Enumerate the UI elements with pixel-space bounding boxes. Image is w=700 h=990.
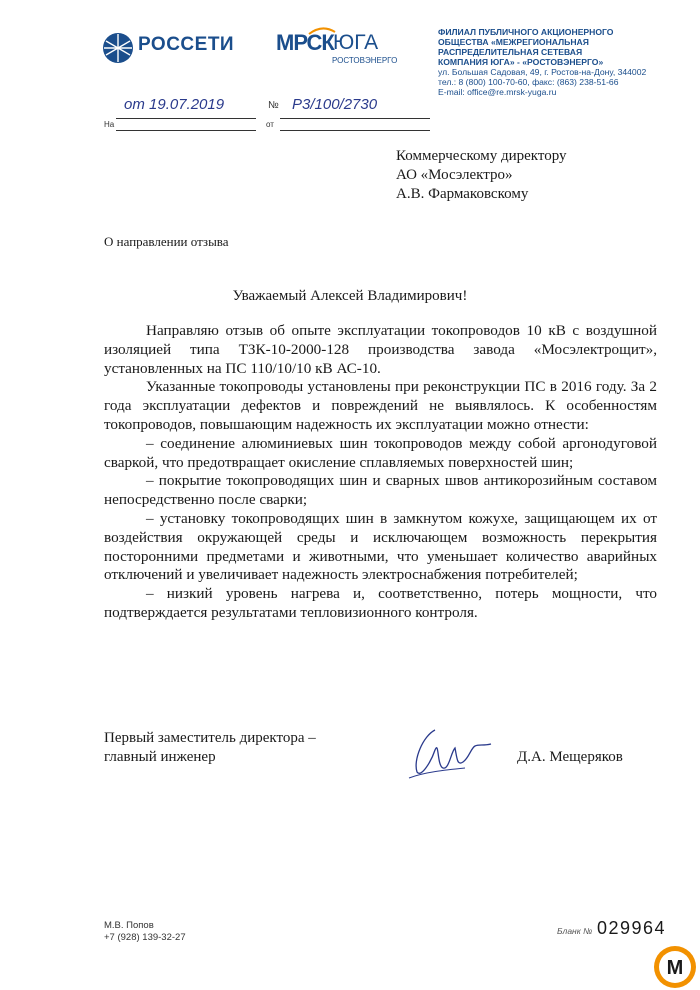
mrsk-logo-sub: РОСТОВЭНЕРГО bbox=[332, 56, 398, 65]
mrsk-logo-south: ЮГА bbox=[333, 31, 379, 54]
list-item: – установку токопроводящих шин в замкнутом кожухе, защищающем их от воздействия окружающей среды и исключающем возможность перекрытия посторонними предметами и животными, что уменьшает количество аварийных отключений и увеличивает надежность электроснабжения потребителей; bbox=[104, 509, 657, 584]
list-item: – покрытие токопроводящих шин и сварных швов антикорозийным составом непосредственно после сварки; bbox=[104, 472, 657, 509]
ref-on-line bbox=[116, 130, 256, 131]
blank-label: Бланк № bbox=[557, 926, 593, 936]
addressee-line: АО «Мосэлектро» bbox=[396, 167, 513, 183]
greeting: Уважаемый Алексей Владимирович! bbox=[232, 288, 468, 304]
ref-date: от 19.07.2019 bbox=[124, 96, 225, 113]
org-line: ОБЩЕСТВА «МЕЖРЕГИОНАЛЬНАЯ bbox=[438, 37, 589, 47]
addressee-block bbox=[396, 147, 567, 204]
svg-text:M: M bbox=[666, 957, 684, 979]
org-phone: тел.: 8 (800) 100-70-60, факс: (863) 238-51-66 bbox=[438, 77, 619, 87]
org-line: РАСПРЕДЕЛИТЕЛЬНАЯ СЕТЕВАЯ bbox=[438, 47, 583, 57]
corner-m-logo-icon bbox=[652, 944, 698, 990]
blank-number: 029964 bbox=[597, 918, 667, 938]
ref-from-label: от bbox=[266, 120, 274, 129]
addressee-line: А.В. Фармаковскому bbox=[396, 186, 529, 202]
list-item: – низкий уровень нагрева и, соответственно, потерь мощности, что подтверждается результатами тепловизионного контроля. bbox=[104, 585, 657, 621]
list-item: – соединение алюминиевых шин токопроводов между собой аргонодуговой сваркой, что предотвращает окисление сплавляемых поверхностей шин; bbox=[104, 434, 657, 471]
signature-image bbox=[405, 722, 497, 782]
subject: О направлении отзыва bbox=[104, 234, 229, 249]
ref-number-line bbox=[280, 118, 430, 119]
letter-body bbox=[104, 322, 657, 623]
ref-from-line bbox=[280, 130, 430, 131]
mrsk-logo-main: МРСК bbox=[276, 30, 334, 55]
signer-position-line: Первый заместитель директора – bbox=[104, 730, 316, 746]
executor-name: М.В. Попов bbox=[104, 920, 154, 931]
paragraph: Указанные токопроводы установлены при реконструкции ПС в 2016 году. За 2 года эксплуатации дефектов и повреждений не выявлялось. К особенностям токопроводов, повышающим надежность их эксплуатации можно отнести: bbox=[104, 378, 657, 433]
paragraph: Направляю отзыв об опыте эксплуатации токопроводов 10 кВ с воздушной изоляцией типа ТЗК-10-2000-128 производства завода «Мосэлектрощит», установленных на ПС 110/10/10 кВ АС-10. bbox=[104, 322, 657, 377]
org-email: E-mail: office@re.mrsk-yuga.ru bbox=[438, 87, 557, 97]
rosseti-logo-icon bbox=[100, 30, 136, 66]
ref-no-sign: № bbox=[268, 100, 279, 111]
executor-block bbox=[104, 920, 186, 944]
org-line: ФИЛИАЛ ПУБЛИЧНОГО АКЦИОНЕРНОГО bbox=[438, 27, 614, 37]
ref-number: Р3/100/2730 bbox=[292, 96, 378, 113]
ref-on-label: На bbox=[104, 120, 115, 129]
signer-position bbox=[104, 729, 316, 767]
mrsk-logo-icon bbox=[307, 26, 337, 36]
executor-phone: +7 (928) 139-32-27 bbox=[104, 932, 186, 943]
org-line: КОМПАНИЯ ЮГА» - «РОСТОВЭНЕРГО» bbox=[438, 57, 604, 67]
signer-name: Д.А. Мещеряков bbox=[517, 749, 623, 765]
org-details bbox=[438, 27, 678, 97]
rosseti-logo-text: РОССЕТИ bbox=[138, 34, 235, 55]
addressee-line: Коммерческому директору bbox=[396, 148, 567, 164]
org-address: ул. Большая Садовая, 49, г. Ростов-на-Дону, 344002 bbox=[438, 67, 647, 77]
signer-position-line: главный инженер bbox=[104, 749, 216, 765]
ref-date-line bbox=[116, 118, 256, 119]
